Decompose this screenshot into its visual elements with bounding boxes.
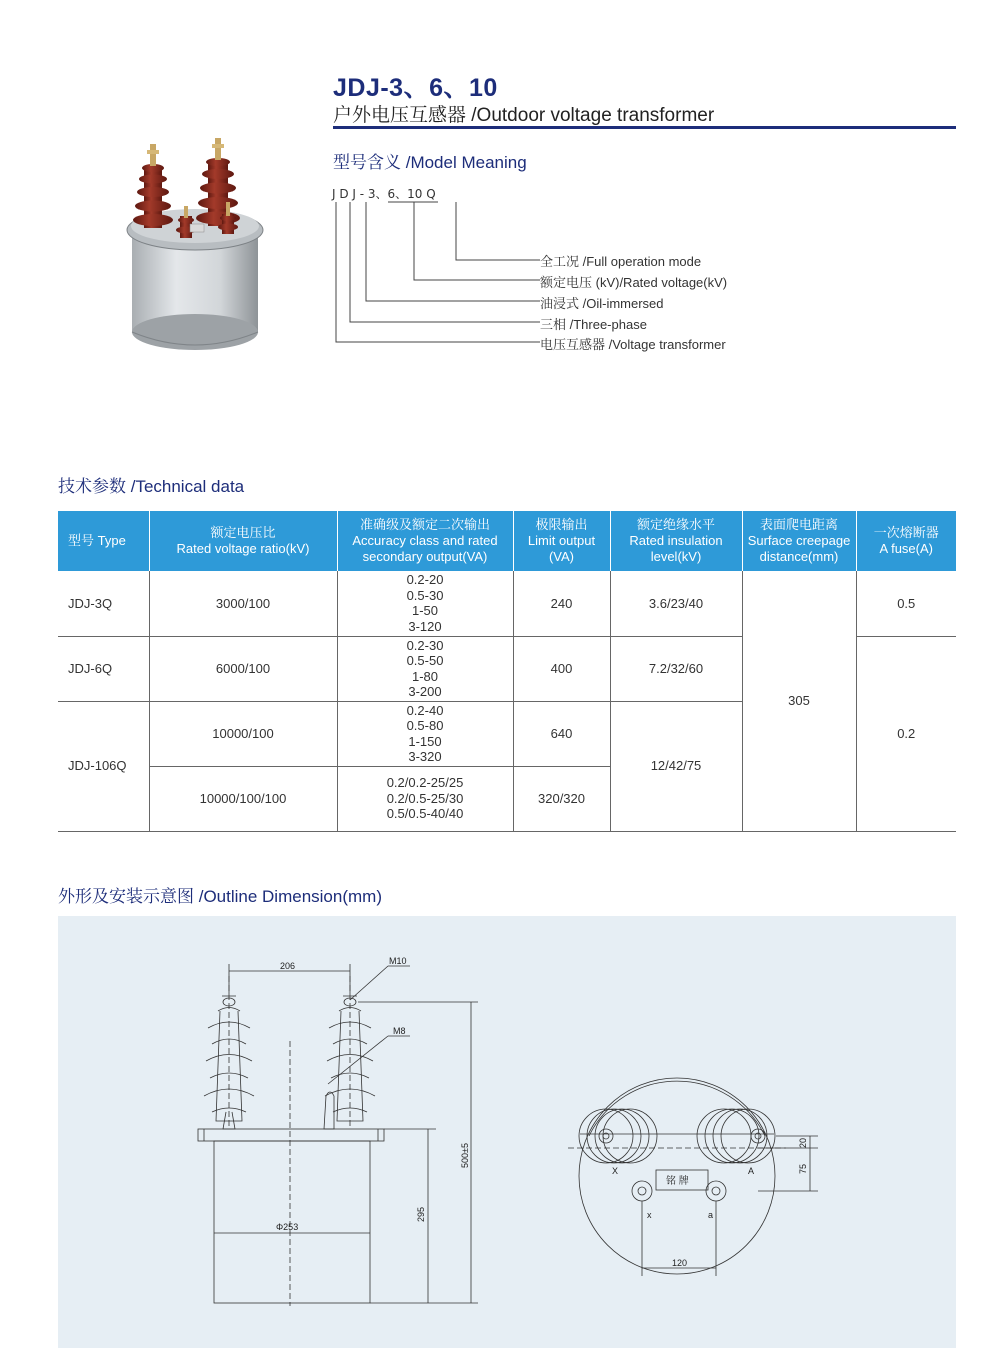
cell-type: JDJ-106Q <box>58 701 149 831</box>
cell-limit: 640 <box>513 701 610 766</box>
model-title: JDJ-3、6、10 <box>333 74 498 102</box>
meaning-label-operation-mode: 全工况 /Full operation mode <box>540 254 702 269</box>
col-header-ratio: 额定电压比 Rated voltage ratio(kV) <box>149 511 337 571</box>
bracket-line-j1 <box>336 202 540 342</box>
dim-phi253-label: Φ253 <box>276 1222 299 1232</box>
cell-accuracy: 0.2/0.2-25/25 0.2/0.5-25/30 0.5/0.5-40/40 <box>337 766 513 831</box>
dim-m10-label: M10 <box>389 956 407 966</box>
col-header-creepage: 表面爬电距离 Surface creepage distance(mm) <box>742 511 856 571</box>
product-photo <box>110 132 280 360</box>
outline-drawing <box>58 916 956 1348</box>
dim-120-label: 120 <box>672 1258 688 1268</box>
outline-heading: 外形及安装示意图 /Outline Dimension(mm) <box>58 887 382 906</box>
cell-ratio: 3000/100 <box>149 571 337 636</box>
col-header-fuse: 一次熔断器 A fuse(A) <box>856 511 956 571</box>
bracket-line-voltage <box>414 202 540 280</box>
meaning-label-oil-immersed: 油浸式 /Oil-immersed <box>540 296 664 311</box>
outline-panel <box>58 916 956 1348</box>
cell-ratio: 10000/100/100 <box>149 766 337 831</box>
dim-m8-label: M8 <box>393 1026 406 1036</box>
col-header-type: 型号 Type <box>58 511 149 571</box>
cell-limit: 400 <box>513 636 610 701</box>
technical-data-table <box>58 511 956 832</box>
cell-insulation: 7.2/32/60 <box>610 636 742 701</box>
cell-ratio: 10000/100 <box>149 701 337 766</box>
cell-ratio: 6000/100 <box>149 636 337 701</box>
table-row <box>58 571 956 636</box>
cell-accuracy: 0.2-20 0.5-30 1-50 3-120 <box>337 571 513 636</box>
dim-75-label: 75 <box>798 1163 808 1174</box>
table-header-row <box>58 511 956 571</box>
bracket-line-d <box>350 202 540 322</box>
meaning-label-three-phase: 三相 /Three-phase <box>540 317 647 332</box>
cell-insulation: 12/42/75 <box>610 701 742 831</box>
bracket-line-q <box>456 202 540 260</box>
dim-500-label: 500±5 <box>460 1143 470 1168</box>
col-header-insulation: 额定绝缘水平 Rated insulation level(kV) <box>610 511 742 571</box>
model-code: J D J - 3、6、10 Q <box>332 187 436 201</box>
cell-accuracy: 0.2-30 0.5-50 1-80 3-200 <box>337 636 513 701</box>
model-meaning-heading: 型号含义 /Model Meaning <box>333 153 527 172</box>
cell-accuracy: 0.2-40 0.5-80 1-150 3-320 <box>337 701 513 766</box>
cell-type: JDJ-6Q <box>58 636 149 701</box>
cell-fuse: 0.5 <box>856 571 956 636</box>
dim-206-label: 206 <box>280 961 296 971</box>
nameplate-label: 铭 牌 <box>666 1176 689 1187</box>
cell-limit: 240 <box>513 571 610 636</box>
page-subtitle: 户外电压互感器 /Outdoor voltage transformer <box>333 105 715 126</box>
col-header-accuracy: 准确级及额定二次输出 Accuracy class and rated secondary output(VA) <box>337 511 513 571</box>
bracket-line-j2 <box>366 202 540 301</box>
col-header-limit: 极限输出 Limit output (VA) <box>513 511 610 571</box>
cell-fuse-shared: 0.2 <box>856 636 956 831</box>
terminal-x-label: X <box>612 1166 619 1176</box>
terminal-a-low-label: a <box>708 1210 714 1220</box>
cell-limit: 320/320 <box>513 766 610 831</box>
terminal-a-label: A <box>748 1166 755 1176</box>
cell-insulation: 3.6/23/40 <box>610 571 742 636</box>
dim-295-label: 295 <box>416 1206 426 1222</box>
cell-type: JDJ-3Q <box>58 571 149 636</box>
terminal-x-low-label: x <box>647 1210 652 1220</box>
cell-creepage: 305 <box>742 571 856 831</box>
title-divider <box>333 126 956 129</box>
meaning-label-voltage-transformer: 电压互感器 /Voltage transformer <box>540 337 726 352</box>
dim-20-label: 20 <box>798 1137 808 1148</box>
technical-data-heading: 技术参数 /Technical data <box>58 477 245 496</box>
meaning-label-rated-voltage: 额定电压 (kV)/Rated voltage(kV) <box>540 275 728 290</box>
